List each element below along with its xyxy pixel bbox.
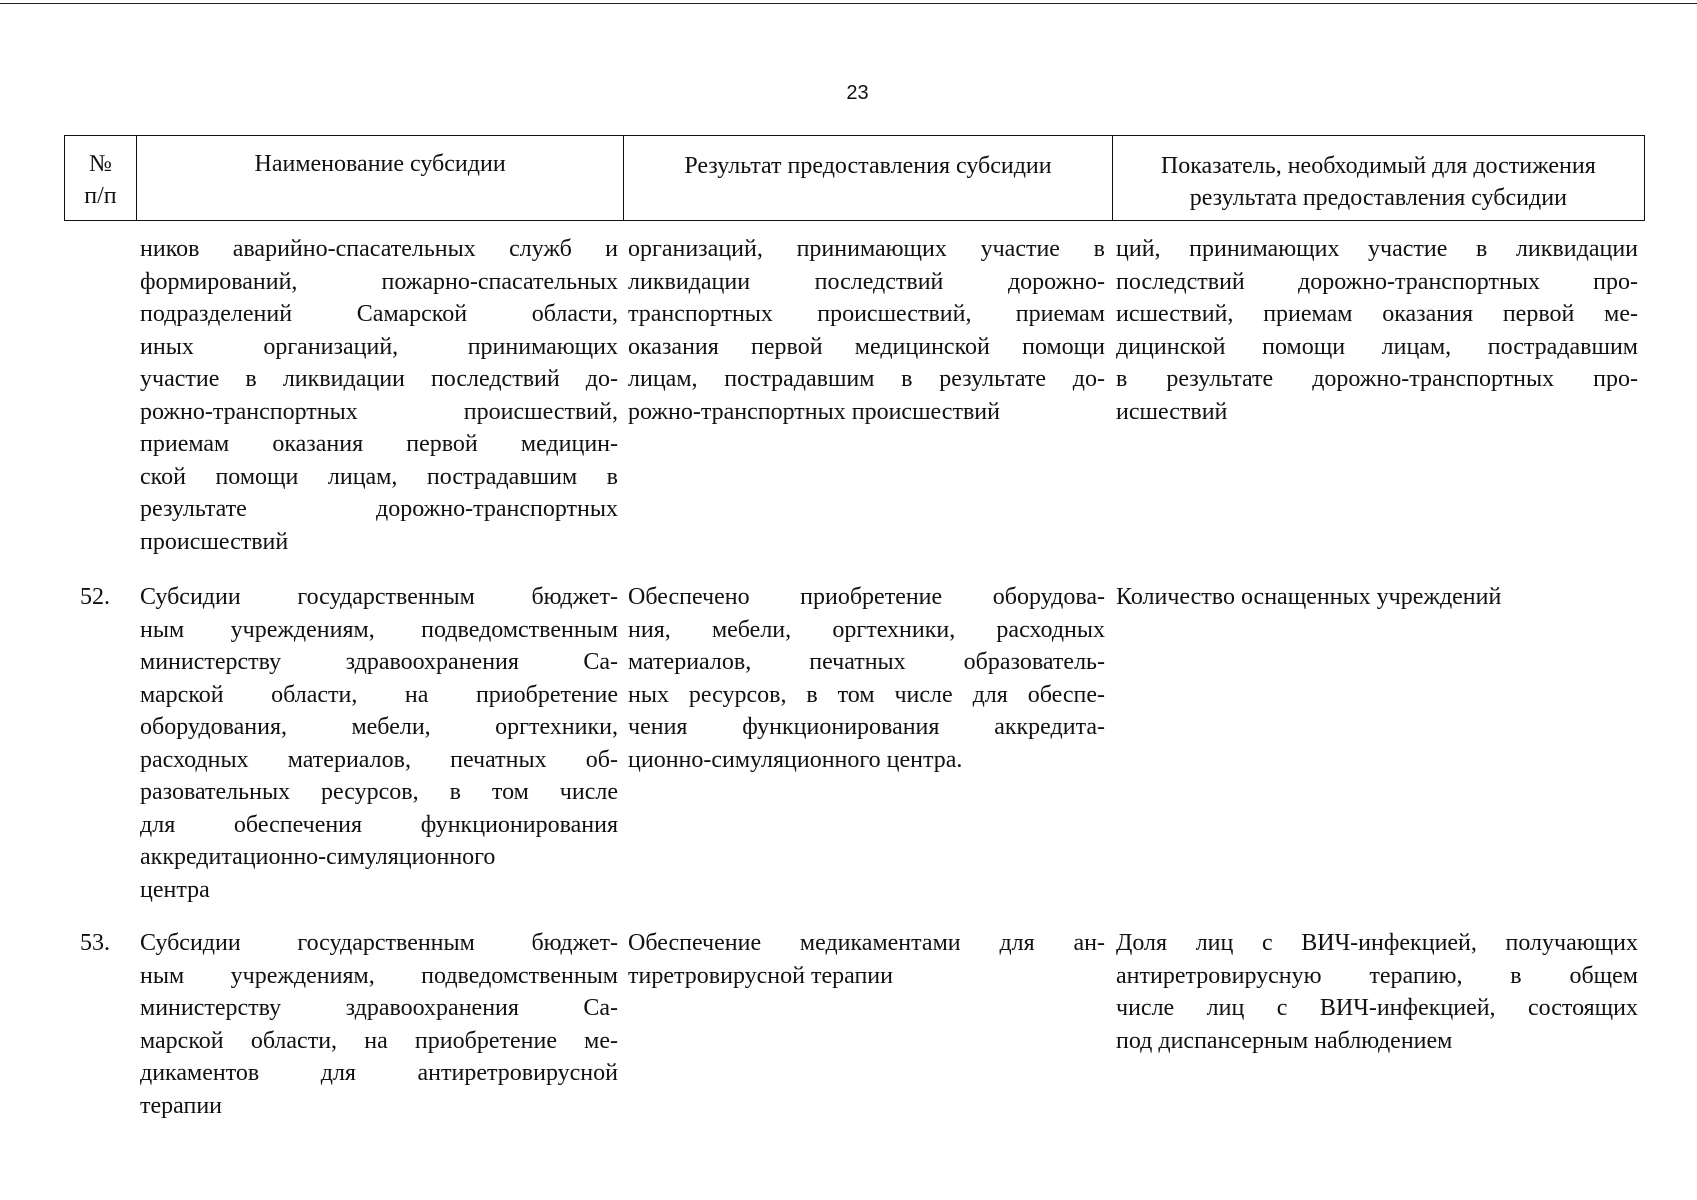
text-line: ций, принимающих участие в ликвидации: [1116, 236, 1638, 262]
text-line: для обеспечения функционирования: [140, 811, 618, 838]
text-line: рожно-транспортных происшествий: [628, 398, 1000, 425]
text-line: терапии: [140, 1092, 223, 1119]
row-continuation-name: [140, 233, 618, 558]
row-52-result: [628, 581, 1105, 776]
text-line: иных организаций, принимающих: [140, 333, 618, 360]
text-line: в результате дорожно-транспортных про-: [1116, 366, 1638, 392]
text-line: Субсидии государственным бюджет-: [140, 584, 618, 610]
header-number-line-2: п/п: [84, 183, 117, 209]
text-line: оборудования, мебели, оргтехники,: [140, 714, 618, 740]
text-line: оказания первой медицинской помощи: [628, 333, 1105, 360]
text-line: ния, мебели, оргтехники, расходных: [628, 616, 1105, 643]
text-line: лицам, пострадавшим в результате до-: [628, 366, 1105, 392]
header-result-cell: [624, 136, 1112, 220]
text-line: аккредитационно-симуляционного: [140, 844, 496, 870]
header-number-line-1: №: [89, 151, 112, 177]
text-line: Обеспечено приобретение оборудова-: [628, 584, 1105, 610]
text-line: расходных материалов, печатных об-: [140, 746, 618, 773]
header-name-line-1: Наименование субсидии: [254, 151, 506, 177]
text-line: рожно-транспортных происшествий,: [140, 398, 618, 425]
text-line: ных ресурсов, в том числе для обеспе-: [628, 681, 1105, 708]
text-line: подразделений Самарской области,: [140, 301, 618, 327]
text-line: участие в ликвидации последствий до-: [140, 366, 618, 392]
row-53-result: [628, 927, 1105, 992]
text-line: марской области, на приобретение ме-: [140, 1027, 618, 1054]
text-line: чения функционирования аккредита-: [628, 714, 1105, 740]
header-name-cell: [137, 136, 624, 220]
text-line: Субсидии государственным бюджет-: [140, 930, 618, 956]
text-line: числе лиц с ВИЧ-инфекцией, состоящих: [1116, 995, 1638, 1021]
row-52-name: [140, 581, 618, 906]
page-number: 23: [846, 82, 869, 104]
text-line: приемам оказания первой медицин-: [140, 431, 618, 457]
row-continuation-indicator: [1116, 233, 1638, 428]
text-line: транспортных происшествий, приемам: [628, 301, 1105, 327]
text-line: материалов, печатных образователь-: [628, 649, 1105, 675]
text-line: ликвидации последствий дорожно-: [628, 268, 1105, 295]
text-line: последствий дорожно-транспортных про-: [1116, 268, 1638, 295]
text-line: ционно-симуляционного центра.: [628, 746, 963, 773]
text-line: марской области, на приобретение: [140, 681, 618, 708]
row-continuation-result: [628, 233, 1105, 428]
text-line: ным учреждениям, подведомственным: [140, 616, 618, 643]
text-line: результате дорожно-транспортных: [140, 496, 618, 522]
table-header: [64, 135, 1645, 221]
top-rule: [0, 3, 1697, 4]
row-52-indicator: [1116, 581, 1638, 614]
row-53-indicator: [1116, 927, 1638, 1057]
row-53-name: [140, 927, 618, 1122]
header-indicator-line-1: Показатель, необходимый для достижения: [1160, 153, 1596, 179]
header-indicator-cell: [1113, 136, 1644, 220]
text-line: ным учреждениям, подведомственным: [140, 962, 618, 989]
text-line: происшествий: [140, 528, 289, 555]
text-line: тиретровирусной терапии: [628, 962, 893, 989]
text-line: антиретровирусную терапию, в общем: [1116, 962, 1638, 989]
text-line: министерству здравоохранения Са-: [140, 649, 618, 675]
header-number-cell: [65, 136, 137, 220]
text-line: министерству здравоохранения Са-: [140, 995, 618, 1021]
text-line: исшествий, приемам оказания первой ме-: [1116, 301, 1638, 327]
text-line: Количество оснащенных учреждений: [1116, 584, 1502, 610]
row-number: 52.: [80, 584, 110, 610]
text-line: Обеспечение медикаментами для ан-: [628, 930, 1105, 956]
text-line: ской помощи лицам, пострадавшим в: [140, 463, 618, 490]
header-result-line-1: Результат предоставления субсидии: [684, 153, 1052, 179]
text-line: организаций, принимающих участие в: [628, 236, 1105, 262]
text-line: исшествий: [1116, 398, 1228, 425]
header-indicator-line-2: результата предоставления субсидии: [1189, 185, 1567, 211]
text-line: дикаментов для антиретровирусной: [140, 1060, 618, 1086]
text-line: разовательных ресурсов, в том числе: [140, 779, 618, 805]
text-line: Доля лиц с ВИЧ-инфекцией, получающих: [1116, 930, 1638, 956]
text-line: ников аварийно-спасательных служб и: [140, 236, 618, 262]
text-line: формирований, пожарно-спасательных: [140, 268, 618, 295]
text-line: дицинской помощи лицам, пострадавшим: [1116, 333, 1638, 360]
text-line: центра: [140, 876, 210, 903]
text-line: под диспансерным наблюдением: [1116, 1027, 1453, 1054]
row-number: 53.: [80, 930, 110, 956]
